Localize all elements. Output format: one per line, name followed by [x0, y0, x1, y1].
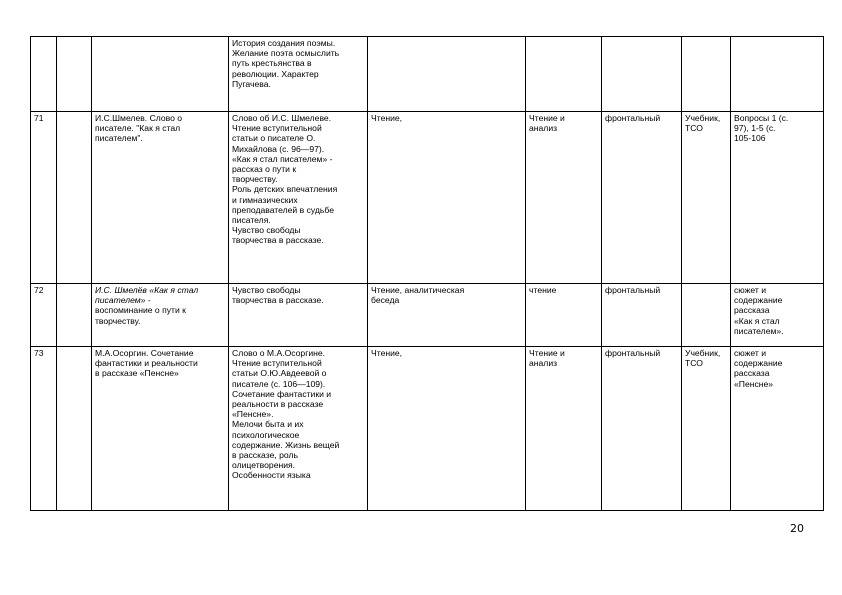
table-row: [31, 37, 824, 112]
cell-homework: сюжет и содержание рассказа «Пенсне»: [731, 347, 824, 511]
cell-form: фронтальный: [602, 284, 682, 347]
cell-topic: [92, 37, 229, 112]
cell-content: Слово об И.С. Шмелеве. Чтение вступительной статьи о писателе О. Михайлова (с. 96—97). «Как я стал писателем» - рассказ о пути к творчеству. Роль детских впечатления и гимназических преподавателей в судьбе писателя. Чувство свободы творчества в рассказе.: [229, 112, 368, 284]
page-number: 20: [790, 522, 804, 535]
cell-topic: М.А.Осоргин. Сочетание фантастики и реальности в рассказе «Пенсне»: [92, 347, 229, 511]
cell-content: Чувство свободы творчества в рассказе.: [229, 284, 368, 347]
cell-topic: И.С. Шмелёв «Как я стал писателем» - воспоминание о пути к творчеству.: [92, 284, 229, 347]
cell-activity: Чтение,: [368, 112, 526, 284]
cell-control: Чтение и анализ: [526, 347, 602, 511]
cell-activity: Чтение, аналитическая беседа: [368, 284, 526, 347]
cell-equipment: [682, 37, 731, 112]
cell-content: История создания поэмы. Желание поэта осмыслить путь крестьянства в революции. Характер Пугачева.: [229, 37, 368, 112]
cell-homework: сюжет и содержание рассказа «Как я стал писателем».: [731, 284, 824, 347]
table-row: [31, 284, 824, 347]
cell-form: фронтальный: [602, 347, 682, 511]
cell-form: [602, 37, 682, 112]
table-row: [31, 112, 824, 284]
cell-content: Слово о М.А.Осоргине. Чтение вступительной статьи О.Ю.Авдеевой о писателе (с. 106—109). Сочетание фантастики и реальности в рассказе «Пенсне». Мелочи быта и их психологическое содержание. Жизнь вещей в рассказе, роль олицетворения. Особенности языка: [229, 347, 368, 511]
table-row: [31, 347, 824, 511]
cell-homework: [731, 37, 824, 112]
cell-number: 72: [31, 284, 57, 347]
cell-equipment: Учебник, ТСО: [682, 347, 731, 511]
cell-col2: [57, 284, 92, 347]
cell-topic: И.С.Шмелев. Слово о писателе. "Как я стал писателем".: [92, 112, 229, 284]
cell-col2: [57, 347, 92, 511]
cell-equipment: Учебник, ТСО: [682, 112, 731, 284]
cell-number: 73: [31, 347, 57, 511]
cell-control: Чтение и анализ: [526, 112, 602, 284]
cell-form: фронтальный: [602, 112, 682, 284]
cell-number: [31, 37, 57, 112]
cell-control: [526, 37, 602, 112]
cell-activity: [368, 37, 526, 112]
cell-control: чтение: [526, 284, 602, 347]
cell-activity: Чтение,: [368, 347, 526, 511]
cell-number: 71: [31, 112, 57, 284]
lesson-plan-table: [30, 36, 824, 511]
cell-equipment: [682, 284, 731, 347]
cell-col2: [57, 37, 92, 112]
cell-homework: Вопросы 1 (с. 97), 1-5 (с. 105-106: [731, 112, 824, 284]
cell-col2: [57, 112, 92, 284]
